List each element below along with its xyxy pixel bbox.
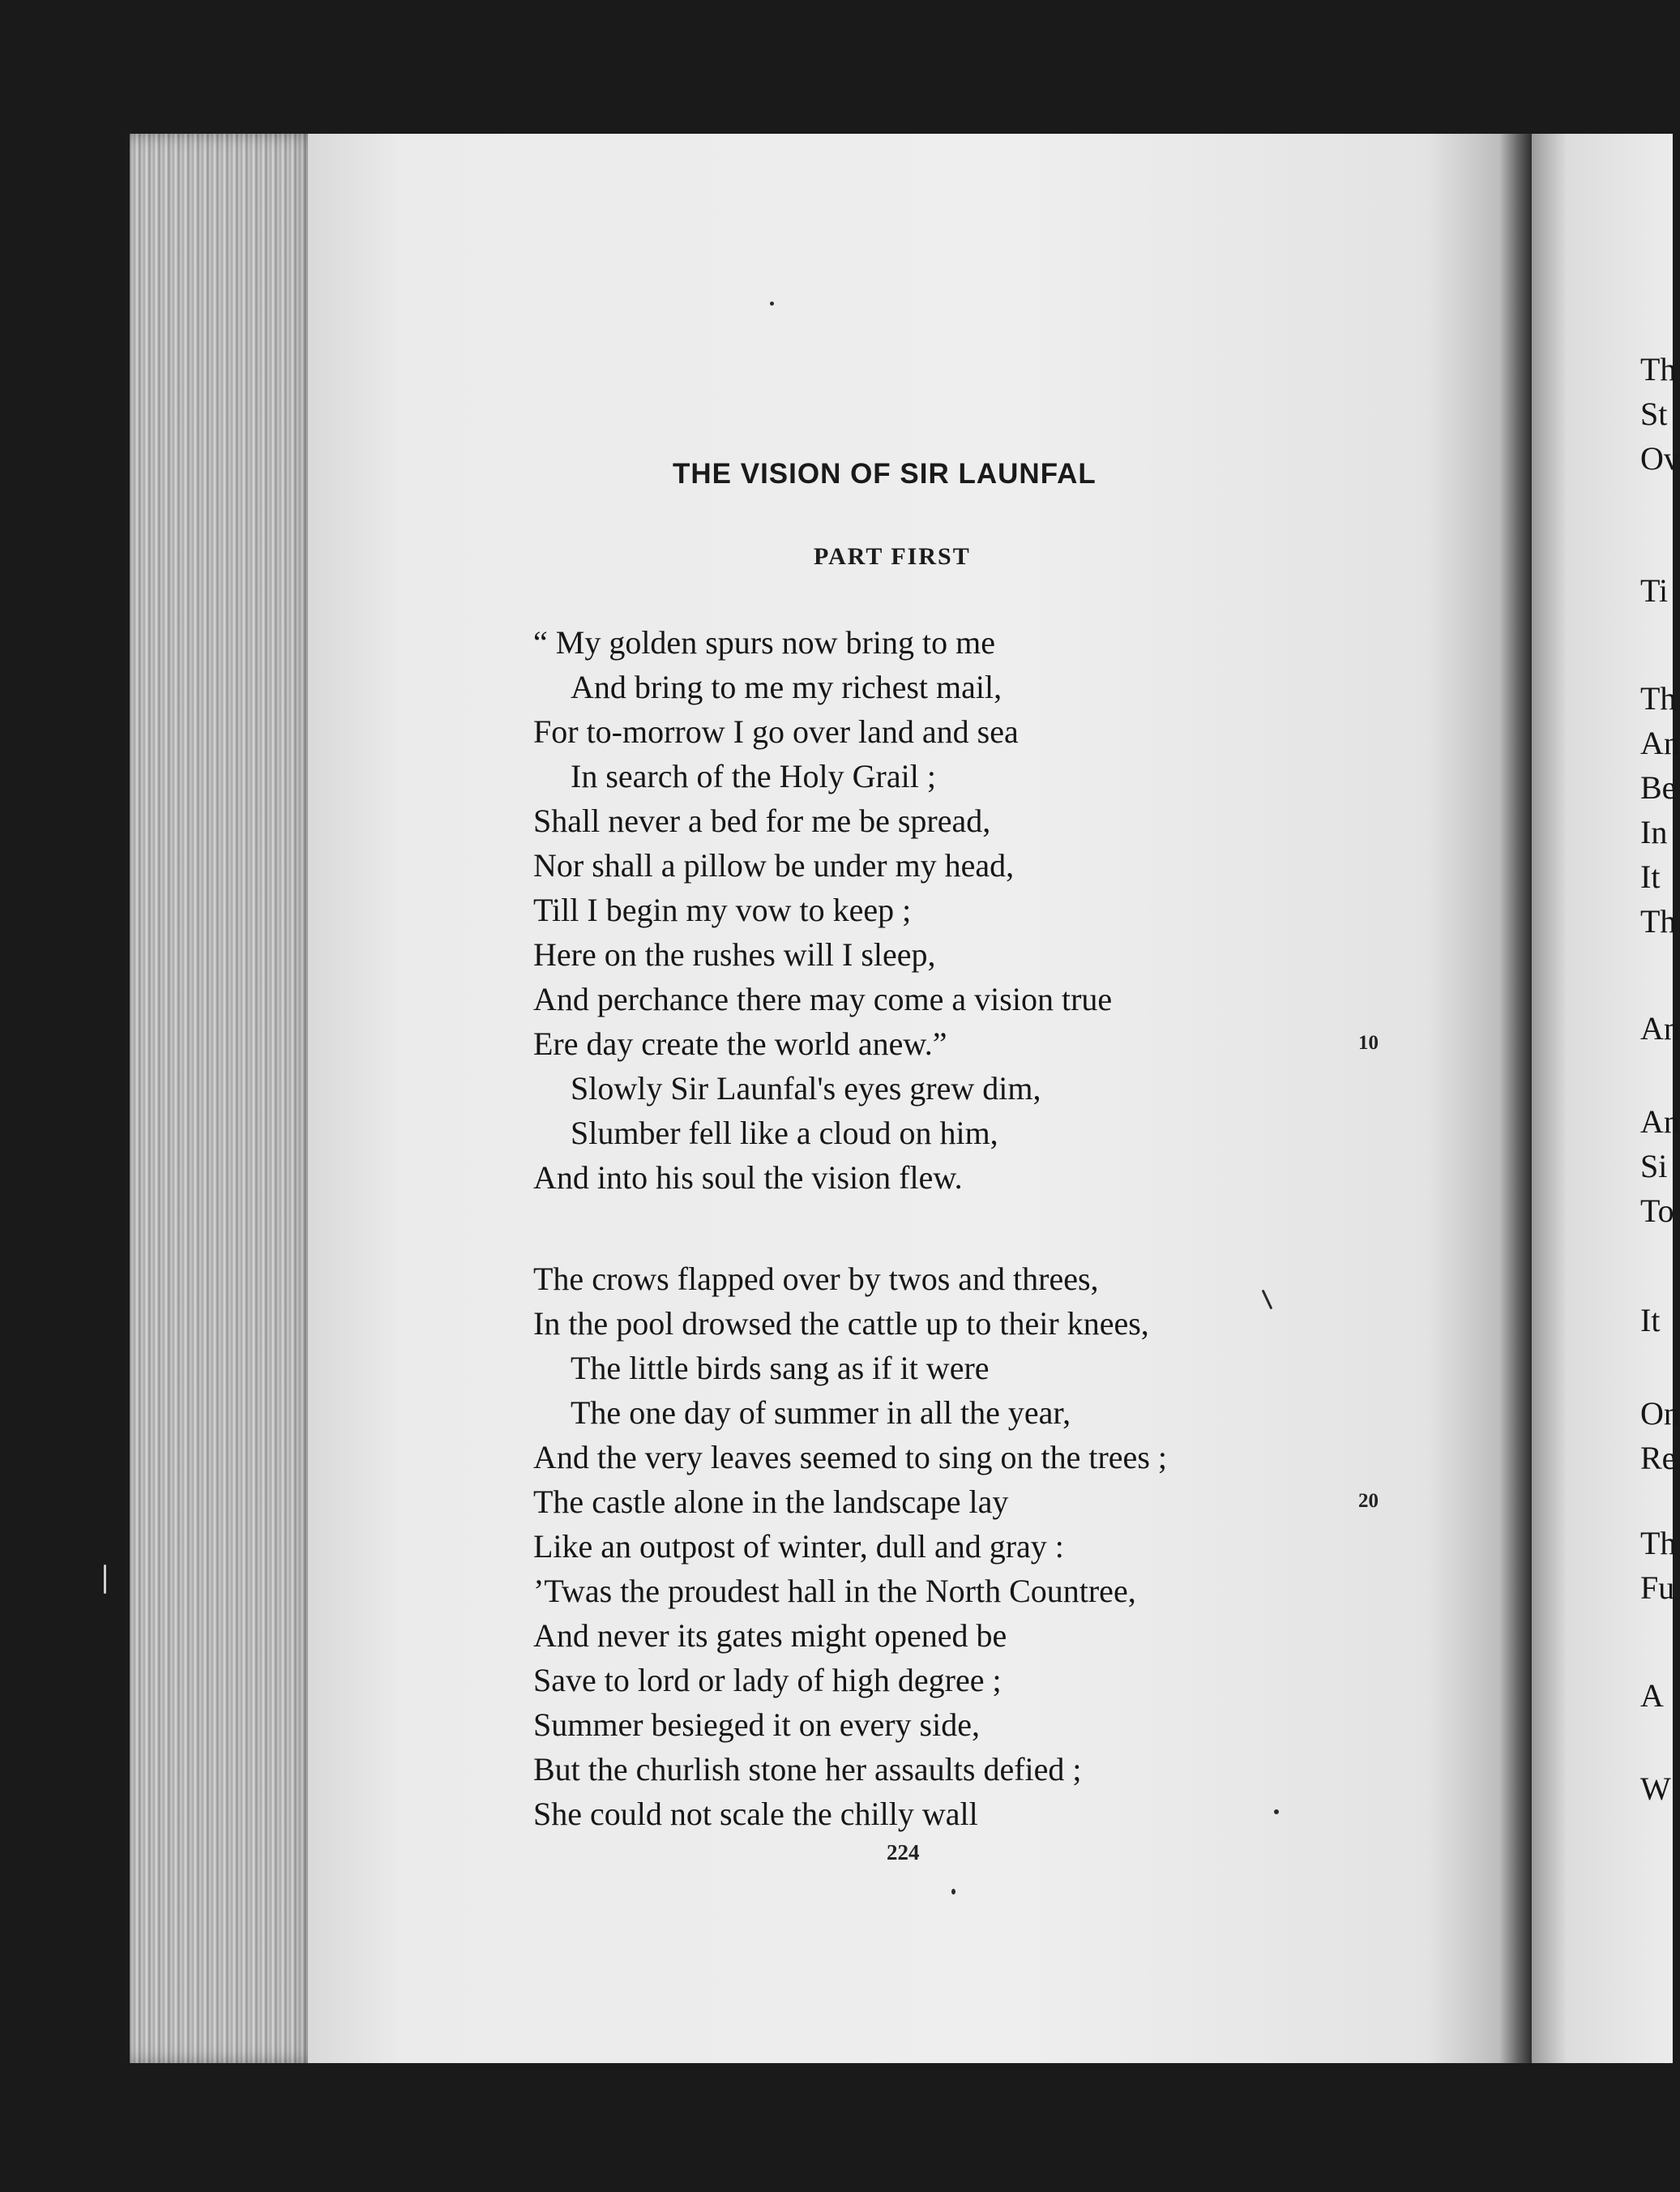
verse-line: The castle alone in the landscape lay [533, 1483, 1009, 1520]
book-page-edges [130, 134, 316, 2063]
verse-line: Shall never a bed for me be spread, [533, 803, 991, 839]
verse-line: And perchance there may come a vision true [533, 981, 1113, 1017]
verse-line: And the very leaves seemed to sing on the trees ; [533, 1439, 1167, 1475]
page-number: 224 [887, 1840, 920, 1864]
verse-line: In search of the Holy Grail ; [571, 758, 936, 794]
verse-line: Here on the rushes will I sleep, [533, 936, 936, 973]
right-page-fragment: It [1640, 858, 1661, 895]
verse-line: But the churlish stone her assaults defied ; [533, 1751, 1082, 1787]
right-page-fragment: Be [1640, 769, 1677, 806]
verse-line: The crows flapped over by twos and threes, [533, 1261, 1099, 1297]
verse-line: The little birds sang as if it were [571, 1350, 990, 1386]
line-number: 20 [1358, 1490, 1379, 1512]
right-page-fragment: Th [1640, 351, 1677, 387]
right-page-fragment: Si [1640, 1148, 1668, 1184]
verse-line: And into his soul the vision flew. [533, 1159, 963, 1196]
right-page-fragment: Th [1640, 903, 1677, 940]
right-page-fragment: A [1640, 1677, 1664, 1714]
poem-title: THE VISION OF SIR LAUNFAL [673, 458, 1096, 490]
right-page-fragment: On [1640, 1395, 1680, 1432]
right-page-fragment: An [1640, 1103, 1680, 1140]
book-gutter [1499, 134, 1532, 2063]
verse-line: Like an outpost of winter, dull and gray : [533, 1528, 1064, 1565]
verse-line: ’Twas the proudest hall in the North Countree, [533, 1573, 1136, 1609]
verse-line: Slowly Sir Launfal's eyes grew dim, [571, 1070, 1041, 1107]
right-page-fragment: An [1640, 1010, 1680, 1047]
verse-line: Summer besieged it on every side, [533, 1706, 980, 1743]
verse-line: For to-morrow I go over land and sea [533, 713, 1019, 750]
verse-line: Save to lord or lady of high degree ; [533, 1662, 1002, 1698]
right-page-fragment: Th [1640, 680, 1677, 717]
scan-speck [951, 1889, 955, 1894]
right-page-fragment: In [1640, 814, 1668, 850]
right-page-text-fragments [1640, 0, 1680, 2192]
line-number: 10 [1358, 1032, 1379, 1054]
right-page-fragment: An [1640, 725, 1680, 761]
right-page-fragment: Ov [1640, 440, 1680, 477]
right-page-fragment: St [1640, 396, 1668, 432]
verse-line: And never its gates might opened be [533, 1617, 1007, 1654]
verse-line: In the pool drowsed the cattle up to their knees, [533, 1305, 1149, 1342]
right-page-fragment: Fu [1640, 1569, 1675, 1606]
scan-speck [770, 302, 774, 306]
right-page-fragment: To [1640, 1192, 1674, 1229]
verse-line: Nor shall a pillow be under my head, [533, 847, 1015, 884]
verse-line: Slumber fell like a cloud on him, [571, 1115, 998, 1151]
verse-line: And bring to me my richest mail, [571, 669, 1002, 705]
verse-line: Till I begin my vow to keep ; [533, 892, 912, 928]
verse-line: Ere day create the world anew.” [533, 1025, 947, 1062]
stanza-1 [533, 620, 1344, 1200]
right-page-fragment: Re [1640, 1440, 1677, 1476]
right-page-fragment: Th [1640, 1525, 1677, 1561]
verse-line: “ My golden spurs now bring to me [533, 624, 995, 661]
scan-speck [104, 1565, 106, 1594]
part-heading: PART FIRST [814, 543, 971, 570]
right-page-fragment: It [1640, 1302, 1661, 1338]
verse-line: She could not scale the chilly wall [533, 1796, 978, 1832]
right-page-fragment: W [1640, 1770, 1671, 1807]
verse-line: The one day of summer in all the year, [571, 1394, 1071, 1431]
right-page-fragment: Ti [1640, 572, 1669, 609]
stanza-2 [533, 1257, 1344, 1836]
